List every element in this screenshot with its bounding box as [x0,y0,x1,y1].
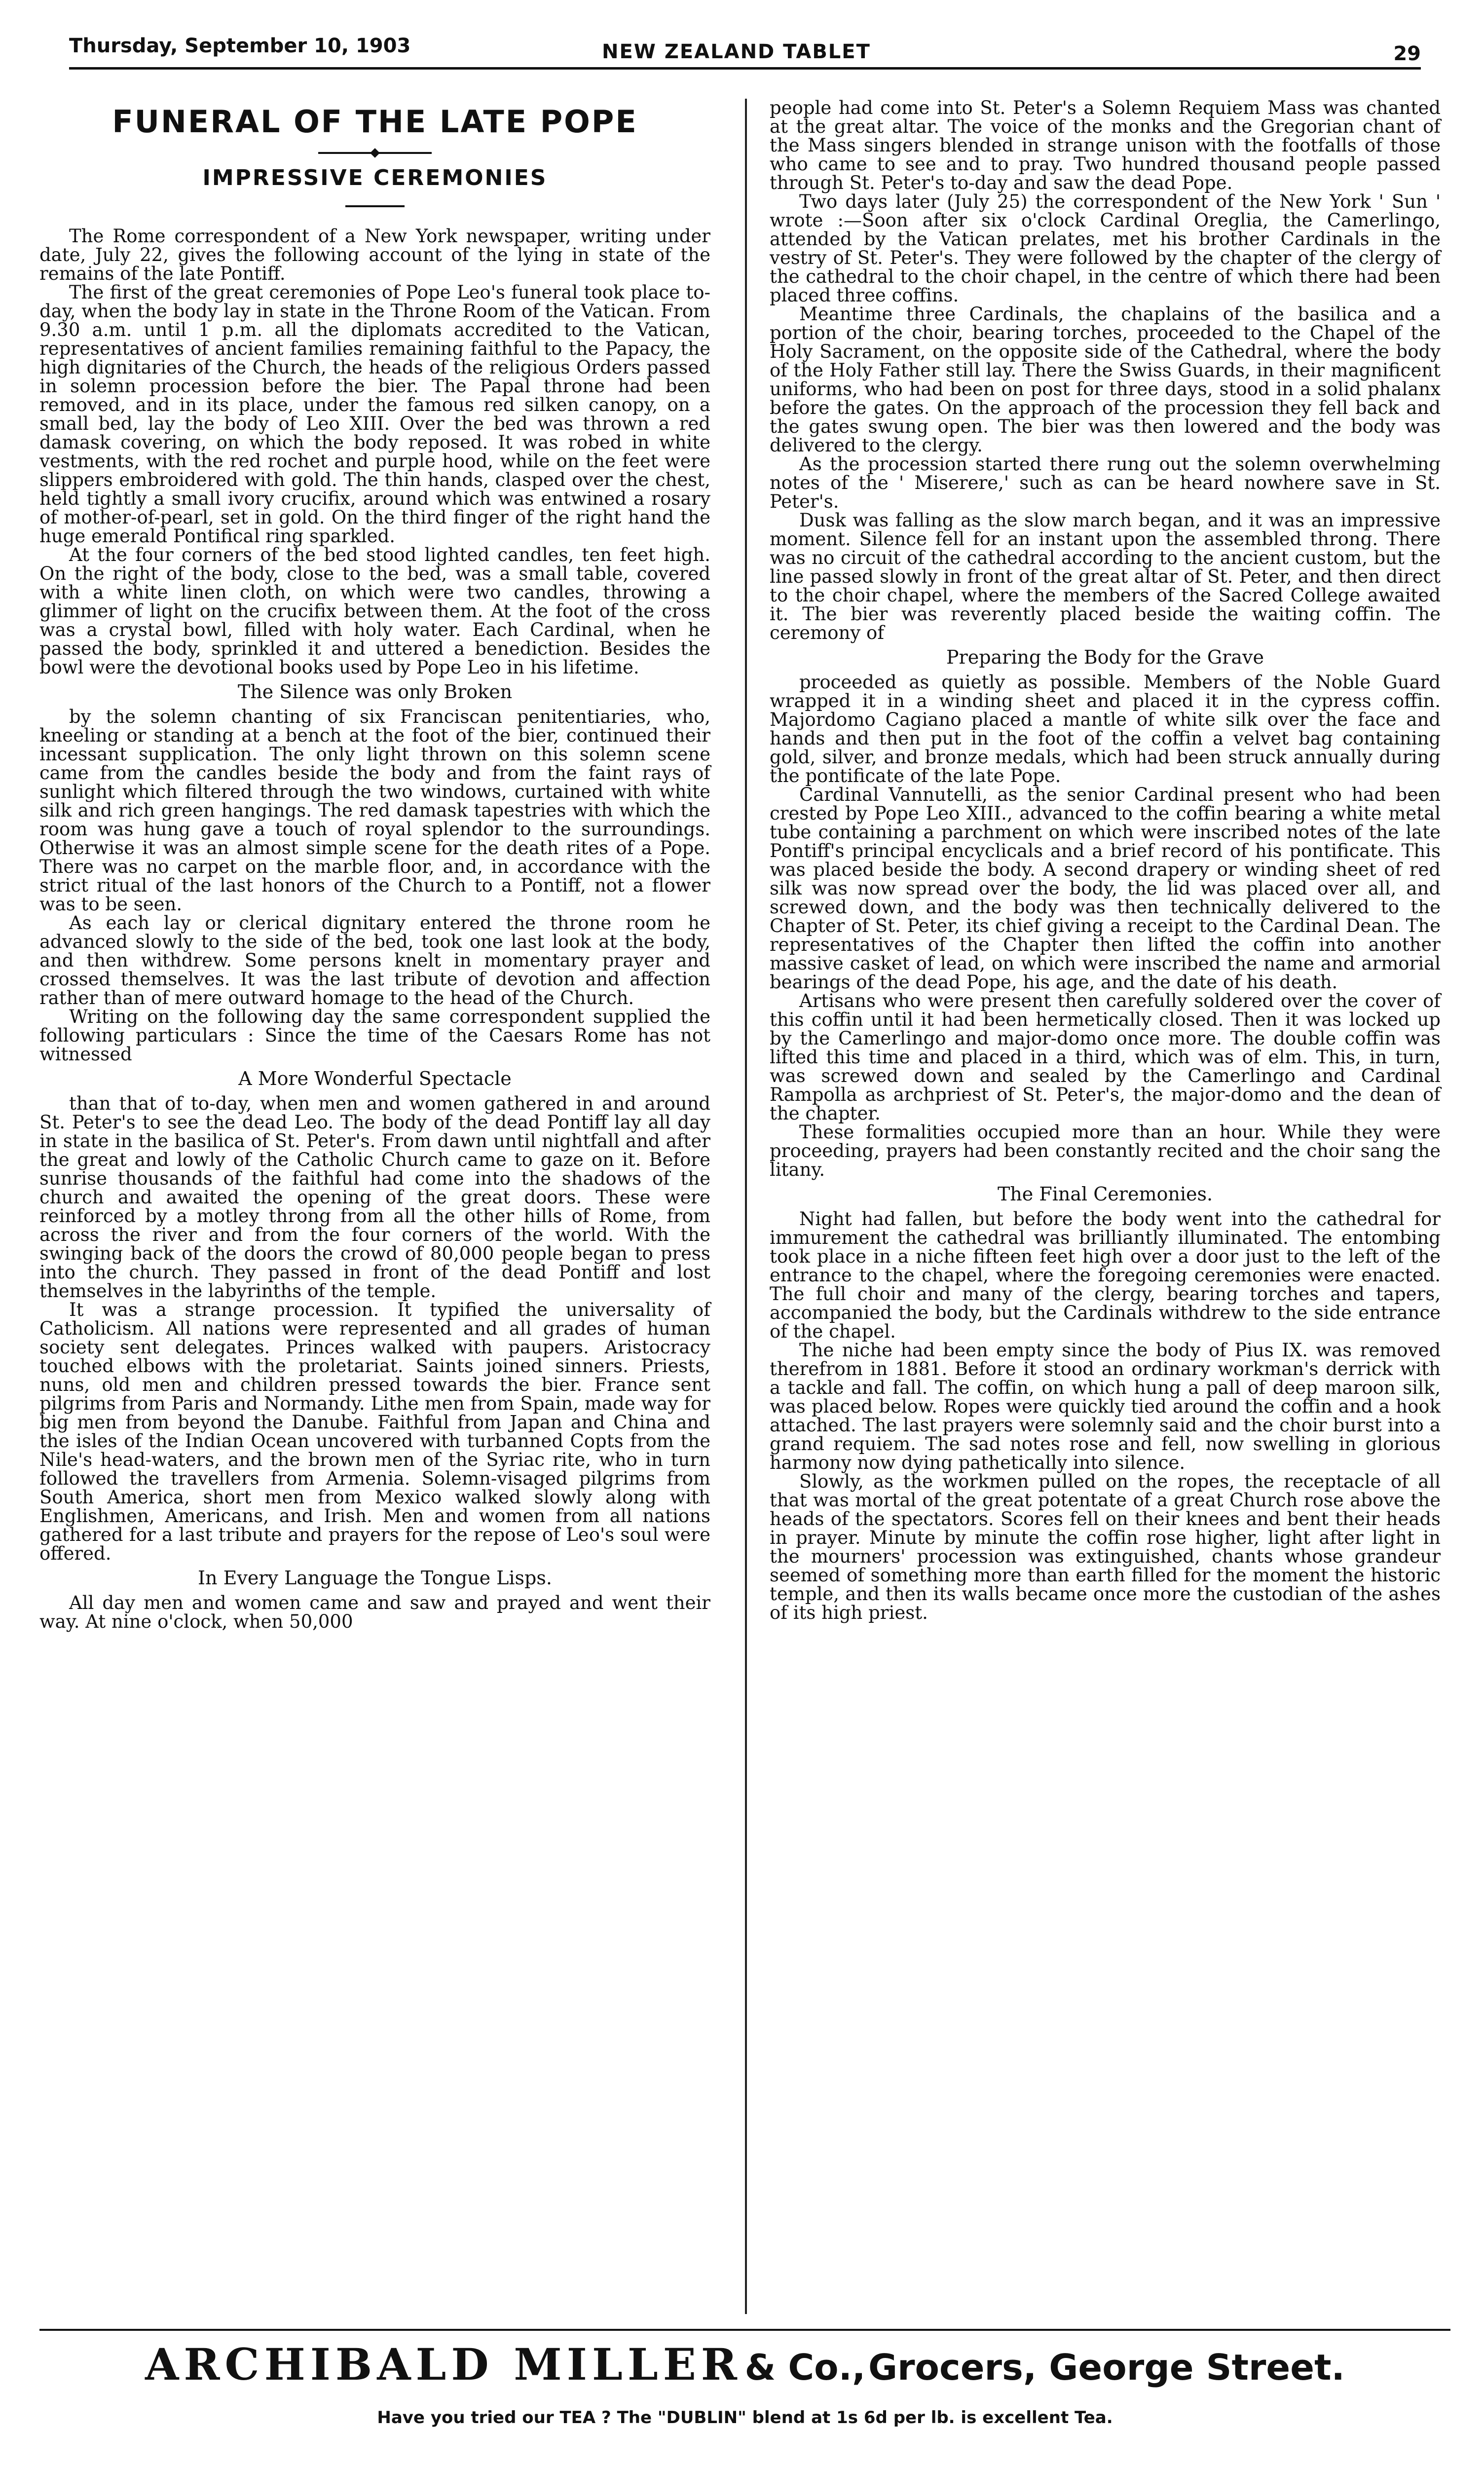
article-subtitle: IMPRESSIVE CEREMONIES [202,165,548,190]
paragraph: people had come into St. Peter's a Solemn Requiem Mass was chanted at the great altar. The voice of the monks and the Gregorian chant of the Mass singers blended in strange unison with the footfalls of those who came to see and to pray. Two hundred thousand people passed through St. Peter's to-day and saw the dead Pope. [770,97,1441,193]
paragraph: The Rome correspondent of a New York newspaper, writing under date, July 22, gives the following account of the lying in state of the remains of the late Pontiff. [39,225,710,284]
paragraph: The niche had been empty since the body of Pius IX. was removed therefrom in 1881. Before it stood an ordinary workman's derrick with a tackle and fall. The coffin, on which hung a pall of deep maroon silk, was placed below. Ropes were quickly tied around the coffin and a hook attached. The last prayers were solemnly said and the choir burst into a grand requiem. The sad notes rose and fell, now swelling in glorious harmony now dying pathetically into silence. [770,1340,1441,1473]
paragraph: The first of the great ceremonies of Pope Leo's funeral took place to-day, when the body lay in state in the Throne Room of the Vatican. From 9.30 a.m. until 1 p.m. all the diplomats accredited to the Vatican, representatives of ancient families remaining faithful to the Papacy, the high dignitaries of the Church, the heads of the religious Orders passed in solemn procession before the bier. The Papal throne had been removed, and in its place, under the famous red silken canopy, on a small bed, lay the body of Leo XIII. Over the bed was thrown a red damask covering, on which the body reposed. It was robed in white vestments, with the red rochet and purple hood, while on the feet were slippers embroidered with gold. The thin hands, clasped over the chest, held tightly a small ivory crucifix, around which was entwined a rosary of mother-of-pearl, set in gold. On the third finger of the right hand the huge emerald Pontifical ring sparkled. [39,282,710,547]
ad-company: & Co., [744,2347,866,2388]
article-column-right [770,99,1441,1622]
page-header [49,35,1421,79]
article-title: FUNERAL OF THE LATE POPE [112,104,638,140]
section-heading: A More Wonderful Spectacle [238,1068,512,1089]
short-rule [345,205,405,207]
article-column-left [39,99,710,1631]
header-rule [69,67,1421,70]
footer-rule [39,2329,1450,2331]
right-column-body [770,99,1441,1622]
paragraph: As each lay or clerical dignitary entered the throne room he advanced slowly to the side of the bed, took one last look at the body, and then withdrew. Some persons knelt in momentary prayer and crossed themselves. It was the last tribute of devotion and affection rather than of mere outward homage to the head of the Church. [39,912,710,1009]
paragraph: Dusk was falling as the slow march began, and it was an impressive moment. Silence fell for an instant upon the assembled throng. There was no circuit of the cathedral according to the ancient custom, but the line passed slowly in front of the great altar of St. Peter, and then direct to the choir chapel, where the members of the Sacred College awaited it. The bier was reverently placed beside the waiting coffin. The ceremony of [770,510,1441,643]
column-divider [745,99,747,2314]
paragraph: These formalities occupied more than an hour. While they were proceeding, prayers had been constantly recited and the choir sang the litany. [770,1121,1441,1180]
ad-tagline: Have you tried our TEA ? The "DUBLIN" blend at 1s 6d per lb. is excellent Tea. [377,2408,1113,2428]
paragraph: Cardinal Vannutelli, as the senior Cardinal present who had been crested by Pope Leo XIII., advanced to the coffin bearing a white metal tube containing a parchment on which were inscribed notes of the late Pontiff's principal encyclicals and a brief record of his pontificate. This was placed beside the body. A second drapery or winding sheet of red silk was now spread over the body, the lid was placed over all, and screwed down, and the body was then technically delivered to the Chapter of St. Peter, its chief giving a receipt to the Cardinal Dean. The representatives of the Chapter then lifted the coffin into another massive casket of lead, on which were inscribed the name and armorial bearings of the dead Pope, his age, and the date of his death. [770,784,1441,993]
paragraph: It was a strange procession. It typified the universality of Catholicism. All nations were represented and all grades of human society sent delegates. Princes walked with paupers. Aristocracy touched elbows with the proletariat. Saints joined sinners. Priests, nuns, old men and children pressed towards the bier. France sent pilgrims from Paris and Normandy. Lithe men from Spain, made way for big men from beyond the Danube. Faithful from Japan and China and the isles of the Indian Ocean uncovered with turbanned Copts from the Nile's head-waters, and the brown men of the Syriac rite, who in turn followed the travellers from Armenia. Solemn-visaged pilgrims from South America, short men from Mexico walked slowly along with Englishmen, Americans, and Irish. Men and women from all nations gathered for a last tribute and prayers for the repose of Leo's soul were offered. [39,1299,710,1564]
paragraph: Slowly, as the workmen pulled on the ropes, the receptacle of all that was mortal of the great potentate of a great Church rose above the heads of the spectators. Scores fell on their knees and bent their heads in prayer. Minute by minute the coffin rose higher, light after light in the mourners' procession was extinguished, chants whose grandeur seemed of something more than earth filled for the moment the historic temple, and then its walls became once more the custodian of the ashes of its high priest. [770,1471,1441,1623]
paragraph: All day men and women came and saw and prayed and went their way. At nine o'clock, when 50,000 [39,1592,710,1632]
section-heading: In Every Language the Tongue Lisps. [198,1567,552,1589]
issue-date: Thursday, September 10, 1903 [69,35,411,57]
paragraph: Two days later (July 25) the correspondent of the New York ' Sun ' wrote :—Soon after six o'clock Cardinal Oreglia, the Camerlingo, attended by the Vatican prelates, met his brother Cardinals in the vestry of St. Peter's. They were followed by the chapter of the clergy of the cathedral to the choir chapel, in the centre of which there had been placed three coffins. [770,191,1441,306]
paragraph: by the solemn chanting of six Franciscan penitentiaries, who, kneeling or standing at a bench at the foot of the bier, continued their incessant supplication. The only light thrown on this solemn scene came from the candles beside the body and from the faint rays of sunlight which filtered through the two windows, curtained with white silk and rich green hangings. The red damask tapestries with which the room was hung gave a touch of royal splendor to the surroundings. Otherwise it was an almost simple scene for the death rites of a Pope. There was no carpet on the marble floor, and, in accordance with the strict ritual of the last honors of the Church to a Pontiff, not a flower was to be seen. [39,706,710,915]
paragraph: Meantime three Cardinals, the chaplains of the basilica and a portion of the choir, bearing torches, proceeded to the Chapel of the Holy Sacrament, on the opposite side of the Cathedral, where the body of the Holy Father still lay. There the Swiss Guards, in their magnificent uniforms, who had been on post for three days, stood in a solid phalanx before the gates. On the approach of the procession they fell back and the gates swung open. The bier was then lowered and the body was delivered to the clergy. [770,303,1441,456]
paragraph: than that of to-day, when men and women gathered in and around St. Peter's to see the dead Leo. The body of the dead Pontiff lay all day in state in the basilica of St. Peter's. From dawn until nightfall and after the great and lowly of the Catholic Church came to gaze on it. Before sunrise thousands of the faithful had come into the shadows of the church and awaited the opening of the great doors. These were reinforced by a motley throng from all the other hills of Rome, from across the river and from the four corners of the world. With the swinging back of the doors the crowd of 80,000 people began to press into the church. They passed in front of the dead Pontiff and lost themselves in the labyrinths of the temple. [39,1093,710,1302]
ornament-divider [318,150,432,155]
ad-trade: Grocers, George Street. [868,2347,1345,2388]
section-heading: Preparing the Body for the Grave [946,646,1264,668]
masthead: NEW ZEALAND TABLET [602,40,871,63]
left-column-body [39,227,710,1631]
page-number: 29 [1393,42,1421,65]
paragraph: proceeded as quietly as possible. Members of the Noble Guard wrapped it in a winding sheet and placed it in the cypress coffin. Majordomo Cagiano placed a mantle of white silk over the face and hands and then put in the foot of the coffin a velvet bag containing gold, silver, and bronze medals, which had been struck annually during the pontificate of the late Pope. [770,672,1441,786]
paragraph: At the four corners of the bed stood lighted candles, ten feet high. On the right of the body, close to the bed, was a small table, covered with a white linen cloth, on which were two candles, throwing a glimmer of light on the crucifix between them. At the foot of the cross was a crystal bowl, filled with holy water. Each Cardinal, when he passed the body, sprinkled it and uttered a benediction. Besides the bowl were the devotional books used by Pope Leo in his lifetime. [39,544,710,678]
section-heading: The Silence was only Broken [237,681,513,703]
advertisement-banner [79,2339,1411,2390]
paragraph: Writing on the following day the same correspondent supplied the following particulars : Since the time of the Caesars Rome has not witnessed [39,1006,710,1065]
paragraph: As the procession started there rung out the solemn overwhelming notes of the ' Miserere,' such as can be heard nowhere save in St. Peter's. [770,453,1441,512]
ad-name: ARCHIBALD MILLER [145,2339,742,2390]
paragraph: Artisans who were present then carefully soldered over the cover of this coffin until it had been hermetically closed. Then it was locked up by the Camerlingo and major-domo once more. The double coffin was lifted this time and placed in a third, which was of elm. This, in turn, was screwed down and sealed by the Camerlingo and Cardinal Rampolla as archpriest of St. Peter's, the major-domo and the dean of the chapter. [770,990,1441,1124]
section-heading: The Final Ceremonies. [997,1183,1213,1205]
paragraph: Night had fallen, but before the body went into the cathedral for immurement the cathedral was brilliantly illuminated. The entombing took place in a niche fifteen feet high over a door just to the left of the entrance to the chapel, where the foregoing ceremonies were enacted. The full choir and many of the clergy, bearing torches and tapers, accompanied the body, but the Cardinals withdrew to the side entrance of the chapel. [770,1208,1441,1342]
